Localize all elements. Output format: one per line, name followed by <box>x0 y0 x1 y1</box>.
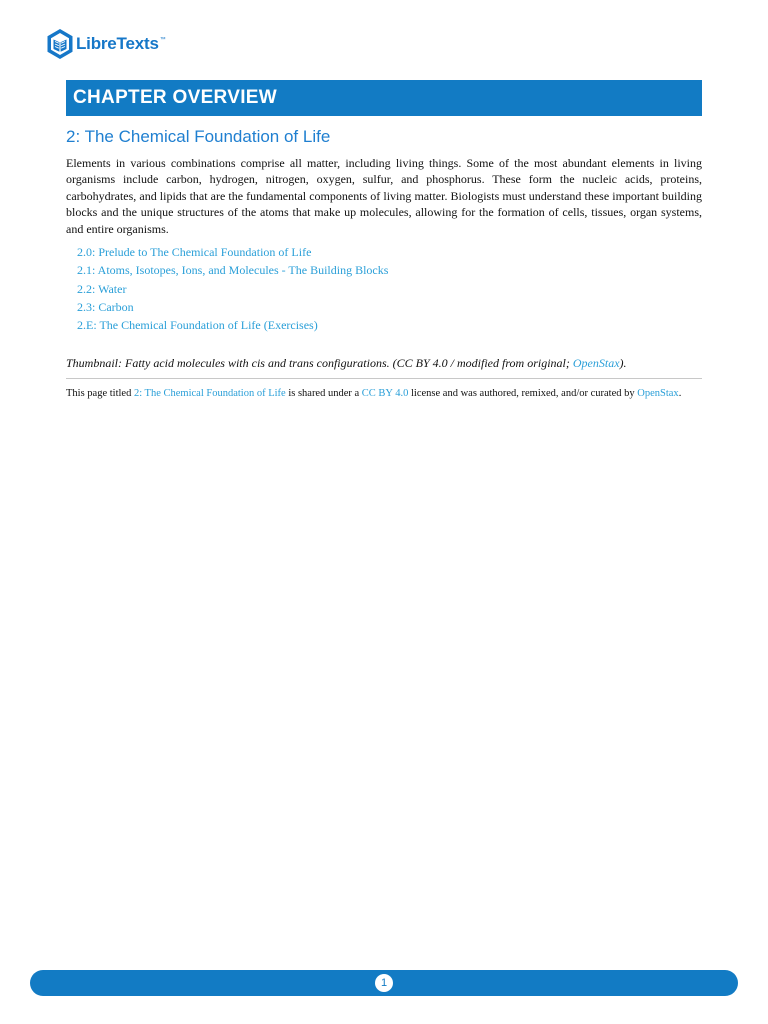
toc-link-2-e[interactable]: 2.E: The Chemical Foundation of Life (Exercises) <box>77 318 318 333</box>
toc-item <box>77 298 702 316</box>
page-footer-bar <box>30 970 738 996</box>
toc-link-2-3[interactable]: 2.3: Carbon <box>77 299 134 314</box>
thumbnail-caption-suffix: ). <box>619 355 627 370</box>
toc-item <box>77 316 702 334</box>
libretexts-logo[interactable] <box>46 27 166 61</box>
toc-item <box>77 261 702 279</box>
logo-trademark: ™ <box>159 37 166 43</box>
license-text-2: is shared under a <box>285 387 362 399</box>
page-number-badge: 1 <box>375 974 393 992</box>
cc-by-license-link[interactable]: CC BY 4.0 <box>361 387 409 399</box>
thumbnail-caption-text: Thumbnail: Fatty acid molecules with cis and trans configurations. (CC BY 4.0 / modified from original; <box>66 355 573 370</box>
table-of-contents <box>66 243 702 334</box>
page-title: 2: The Chemical Foundation of Life <box>66 127 331 146</box>
license-notice <box>66 386 702 402</box>
toc-link-2-1[interactable]: 2.1: Atoms, Isotopes, Ions, and Molecules - The Building Blocks <box>77 263 389 278</box>
openstax-thumbnail-link[interactable]: OpenStax <box>572 355 620 370</box>
toc-item <box>77 243 702 261</box>
intro-paragraph: Elements in various combinations comprise all matter, including living things. Some of the most abundant elements in living organisms include carbon, hydrogen, nitrogen, oxygen, sulfur, and phosphorus. These form the nucleic acids, proteins, carbohydrates, and lipids that are the fundamental components of living matter. Biologists must understand these important building blocks and the unique structures of the atoms that make up molecules, allowing for the formation of cells, tissues, organ systems, and entire organisms. <box>66 156 702 236</box>
divider <box>66 378 702 379</box>
thumbnail-caption <box>66 355 702 371</box>
openstax-author-link[interactable]: OpenStax <box>637 387 679 399</box>
page-content <box>66 126 702 401</box>
toc-link-2-2[interactable]: 2.2: Water <box>77 281 127 296</box>
license-text-4: . <box>678 387 682 399</box>
license-page-title-link[interactable]: 2: The Chemical Foundation of Life <box>133 387 286 399</box>
logo-text: LibreTexts <box>76 34 159 53</box>
license-text-3: license and was authored, remixed, and/or curated by <box>408 387 638 399</box>
toc-link-2-0[interactable]: 2.0: Prelude to The Chemical Foundation of Life <box>77 245 312 260</box>
toc-item <box>77 280 702 298</box>
chapter-overview-banner: CHAPTER OVERVIEW <box>66 80 702 116</box>
libretexts-book-icon <box>46 28 74 60</box>
license-text-1: This page titled <box>66 387 134 399</box>
